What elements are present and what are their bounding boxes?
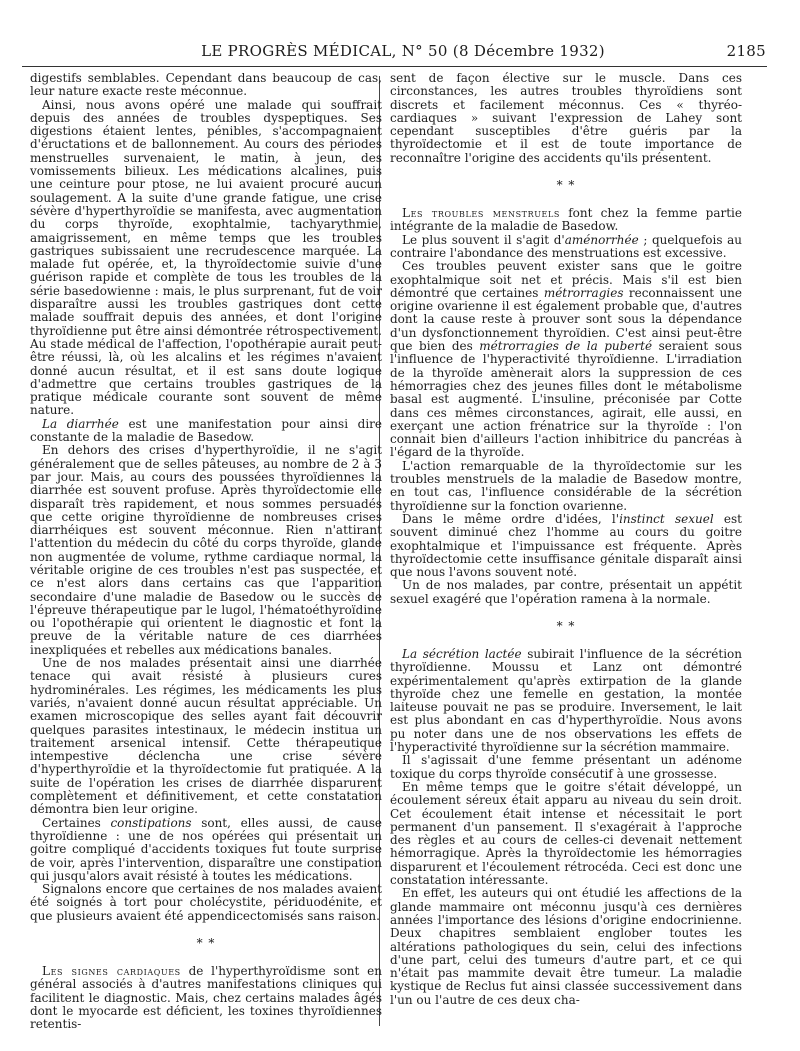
paragraph: En dehors des crises d'hyperthyroïdie, il ne s'agit généralement que de selles pâteuses, au nombre de 2 à 3 par jour. Mais, au cours des poussées thyroïdiennes la diarrhée est souvent profuse. Après thyroïdectomie elle disparaît très rapidement, et nous sommes persuadés que cette origine thyroïdienne de nombreuses crises diarrhéiques est souvent méconnue. Rien n'attirant l'attention du médecin du côté du corps thyroïde, glande non augmentée de volume, rythme cardiaque normal, la véritable origine de ces troubles n'est pas suspectée, et ce n'est alors dans certains cas que l'apparition secondaire d'une maladie de Basedow ou le succès de l'épreuve thérapeutique par le lugol, l'hématoéthyroïdine ou l'opothérapie qui orientent le diagnostic et font la preuve de la véritable nature de ces diarrhées inexpliquées et rebelles aux médications banales.	[30, 443, 382, 657]
section-separator: * *	[556, 178, 576, 193]
header-rule	[22, 66, 767, 67]
right-column	[390, 72, 742, 1007]
paragraph: Une de nos malades présentait ainsi une diarrhée tenace qui avait résisté à plusieurs cures hydrominérales. Les régimes, les médicaments les plus variés, n'avaient donné aucun résultat appréciable. Un examen microscopique des selles ayant fait découvrir quelques parasites intestinaux, le médecin institua un traitement arsenical intensif. Cette thérapeutique intempestive déclencha une crise sévère d'hyperthyroïdie et la thyroïdectomie fut pratiquée. A la suite de l'opération les crises de diarrhée disparurent complètement et définitivement, et cette constatation démontra bien leur origine.	[30, 656, 382, 817]
paragraph: Il s'agissait d'une femme présentant un adénome toxique du corps thyroïde consécutif à une grossesse.	[390, 753, 742, 781]
running-title: LE PROGRÈS MÉDICAL, N° 50 (8 Décembre 1932)	[201, 42, 605, 60]
emphasis: aménorrhée	[564, 232, 639, 247]
paragraph: Ces troubles peuvent exister sans que le goitre exophtalmique soit net et précis. Mais s'il est bien démontré que certaines métrorragies reconnaissent une origine ovarienne il est également probable que, d'autres dont la cause reste à prouver sont sous la dépendance d'un dysfonctionnement thyroïdien. C'est ainsi peut-être que bien des métrorragies de la puberté seraient sous l'influence de l'hyperactivité thyroïdienne. L'irradiation de la thyroïde amènerait alors la suppression de ces hémorragies chez des jeunes filles dont le métabolisme basal est augmenté. L'insuline, préconisée par Cotte dans ces mêmes circonstances, agirait, elle aussi, en exerçant une action frénatrice sur la thyroïde : l'on connait bien d'ailleurs l'action inhibitrice du pancréas à l'égard de la thyroïde.	[390, 259, 743, 460]
section-heading: Les troubles menstruels	[402, 206, 560, 221]
paragraph: Les signes cardiaques de l'hyperthyroïdisme sont en général associés à d'autres manifestations cliniques qui facilitent le diagnostic. Mais, chez certains malades âgés dont le myocarde est déficient, les toxines thyroïdiennes retentis-	[30, 964, 383, 1032]
emphasis: métrorragies de la puberté	[479, 339, 653, 354]
emphasis: constipations	[110, 815, 192, 830]
paragraph: Dans le même ordre d'idées, l'instinct sexuel est souvent diminué chez l'homme au cours du goitre exophtalmique et l'impuissance est fréquente. Après thyroïdectomie cette insuffisance génitale disparaît ainsi que nous l'avons souvent noté.	[390, 511, 742, 580]
emphasis: La diarrhée	[42, 416, 119, 431]
paragraph: digestifs semblables. Cependant dans beaucoup de cas, leur nature exacte reste méconnue.	[30, 71, 382, 99]
section-heading: Les signes cardiaques	[42, 964, 181, 978]
section-separator: * *	[196, 936, 216, 950]
paragraph: Signalons encore que certaines de nos malades avaient été soignés à tort pour cholécystite, périduodénite, et que plusieurs avaient été appendicectomisés sans raison.	[30, 882, 382, 923]
paragraph: En même temps que le goitre s'était développé, un écoulement séreux était apparu au niveau du sein droit. Cet écoulement était intense et nécessitait le port permanent d'un pansement. Il s'exagérait à l'approche des règles et au cours de celles-ci devenait nettement hémorragique. Après la thyroïdectomie les hémorragies disparurent et l'écoulement rétrocéda. Ceci est donc une constatation intéressante.	[390, 779, 742, 888]
left-column	[30, 72, 382, 1031]
emphasis: instinct sexuel	[619, 511, 714, 526]
paragraph: Certaines constipations sont, elles aussi, de cause thyroïdienne : une de nos opérées qui présentait un goitre compliqué d'accidents toxiques fut toute surprise de voir, après l'intervention, disparaître une constipation qui jusqu'alors avait résisté à toutes les médications.	[30, 815, 382, 883]
paragraph: Un de nos malades, par contre, présentait un appétit sexuel exagéré que l'opération ramena à la normale.	[390, 578, 742, 606]
page-number: 2185	[726, 42, 766, 60]
running-header	[40, 42, 766, 64]
paragraph: Les troubles menstruels font chez la femme partie intégrante de la maladie de Basedow.	[390, 206, 742, 234]
paragraph: La diarrhée est une manifestation pour ainsi dire constante de la maladie de Basedow.	[30, 416, 382, 445]
paragraph: sent de façon élective sur le muscle. Dans ces circonstances, les autres troubles thyroïdiens sont discrets et facilement méconnus. Ces « thyréo-cardiaques » suivant l'expression de Lahey sont cependant susceptibles d'être guéris par la thyroïdectomie et il est de toute importance de reconnaître l'origine des accidents qu'ils présentent.	[390, 71, 742, 165]
paragraph: L'action remarquable de la thyroïdectomie sur les troubles menstruels de la maladie de Basedow montre, en tout cas, l'influence considérable de la sécrétion thyroïdienne sur la fonction ovarienne.	[390, 458, 742, 513]
section-separator: * *	[556, 618, 576, 633]
paragraph: Le plus souvent il s'agit d'aménorrhée ; quelquefois au contraire l'abondance des menstruations est excessive.	[390, 232, 742, 260]
paragraph: La sécrétion lactée subirait l'influence de la sécrétion thyroïdienne. Moussu et Lanz ont démontré expérimentalement qu'après extirpation de la glande thyroïde chez une femelle en gestation, la montée laiteuse pouvait ne pas se produire. Inversement, le lait est plus abondant en cas d'hyperthyroïdie. Nous avons pu noter dans une de nos observations les effets de l'hyperactivité thyroïdienne sur la sécrétion mammaire.	[390, 646, 743, 755]
paragraph: En effet, les auteurs qui ont étudié les affections de la glande mammaire ont méconnu jusqu'à ces dernières années l'importance des lésions d'origine endocrinienne. Deux chapitres semblaient englober toutes les altérations pathologiques du sein, celui des infections d'une part, celui des tumeurs d'autre part, et ce qui n'était pas mammite devait être tumeur. La maladie kystique de Reclus fut ainsi classée successivement dans l'un ou l'autre de ces deux cha-	[390, 886, 742, 1007]
paragraph: Ainsi, nous avons opéré une malade qui souffrait depuis des années de troubles dyspeptiques. Ses digestions étaient lentes, pénibles, s'accompagnaient d'éructations et de ballonnement. Au cours des périodes menstruelles survenaient, le matin, à jeun, des vomissements bilieux. Les médications alcalines, puis une ceinture pour ptose, ne lui avaient procuré aucun soulagement. A la suite d'une grande fatigue, une crise sévère d'hyperthyroïdie se manifesta, avec augmentation du corps thyroïde, exophtalmie, tachyarythmie, amaigrissement, en même temps que les troubles gastriques subissaient une recrudescence marquée. La malade fut opérée, et, la thyroïdectomie suivie d'une guérison rapide et complète de tous les troubles de la série basedowienne : mais, le plus surprenant, fut de voir disparaître aussi les troubles gastriques dont cette malade souffrait depuis des années, et dont l'origine thyroïdienne put être ainsi démontrée rétrospectivement. Au stade médical de l'affection, l'opothérapie aurait peut-être réussi, là, où les alcalins et les régimes n'avaient donné aucun résultat, et il est sans doute logique d'admettre que certains troubles gastriques de la pratique médicale courante sont souvent de même nature.	[30, 97, 382, 418]
emphasis: La sécrétion lactée	[402, 646, 522, 661]
emphasis: métrorragies	[543, 285, 624, 300]
